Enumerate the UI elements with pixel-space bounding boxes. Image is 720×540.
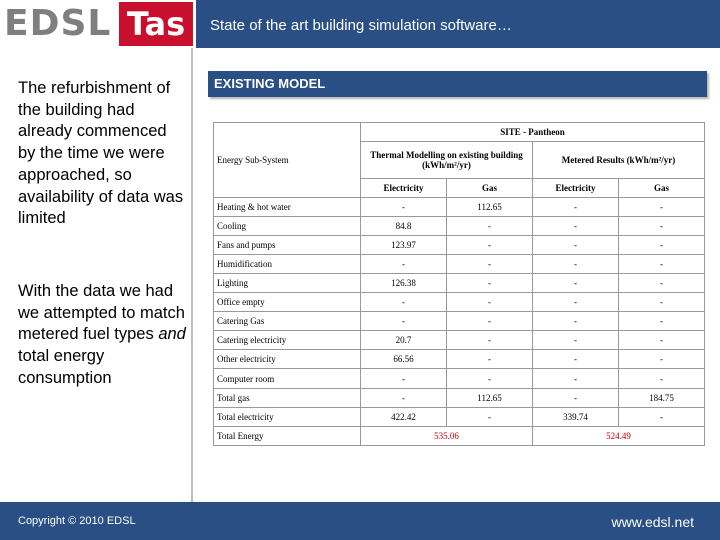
thermal-gas-value: - [447,331,533,350]
table-row-site [214,123,705,142]
thermal-gas-value: - [447,350,533,369]
metered-gas-value: - [619,331,705,350]
table-row [214,331,705,350]
table-row-total-energy [214,426,705,445]
metered-electricity-value: - [533,216,619,235]
edsl-tas-logo [0,0,196,48]
table-row-total-gas [214,388,705,407]
metered-gas-total: 184.75 [619,388,705,407]
table-row [214,350,705,369]
metered-gas-value: - [619,407,705,426]
thermal-electricity-value: - [361,369,447,388]
metered-gas-value: - [619,254,705,273]
metered-electricity-value: - [533,350,619,369]
header-thermal-gas: Gas [447,178,533,197]
row-label: Total electricity [214,407,361,426]
page-title: State of the art building simulation software… [210,17,512,34]
thermal-gas-value: - [447,235,533,254]
thermal-gas-value: - [447,254,533,273]
metered-electricity-value: - [533,388,619,407]
thermal-electricity-value: - [361,388,447,407]
metered-electricity-value: - [533,235,619,254]
thermal-electricity-value: - [361,197,447,216]
metered-electricity-value: - [533,197,619,216]
header-metered-electricity: Electricity [533,178,619,197]
table-row [214,274,705,293]
row-label: Humidification [214,254,361,273]
copyright-text: Copyright © 2010 EDSL [18,515,136,527]
row-label: Lighting [214,274,361,293]
metered-gas-value: - [619,293,705,312]
sidebar-paragraph-1: The refurbishment of the building had already commenced by the time we were approached, so availability of data was limited [18,79,184,228]
metered-electricity-value: - [533,331,619,350]
header-metered-results: Metered Results (kWh/m²/yr) [533,142,705,178]
metered-electricity-value: - [533,254,619,273]
metered-electricity-value: - [533,312,619,331]
metered-electricity-value: - [533,293,619,312]
row-label: Cooling [214,216,361,235]
row-label: Total Energy [214,426,361,445]
metered-total-energy: 524.49 [533,426,705,445]
header-metered-gas: Gas [619,178,705,197]
thermal-gas-value: - [447,369,533,388]
section-title: EXISTING MODEL [208,71,707,97]
energy-results-table [213,122,705,446]
website-link[interactable]: www.edsl.net [611,514,694,530]
sidebar-paragraph-2-emphasis: and [158,325,186,344]
row-label: Catering electricity [214,331,361,350]
thermal-electricity-value: 84.8 [361,216,447,235]
table-row [214,197,705,216]
logo-edsl-text: EDSL [4,3,112,44]
metered-gas-value: - [619,350,705,369]
table-row [214,312,705,331]
logo-tas-text: Tas [119,2,193,46]
row-label: Heating & hot water [214,197,361,216]
row-label: Catering Gas [214,312,361,331]
metered-electricity-total: 339.74 [533,407,619,426]
thermal-electricity-value: - [361,293,447,312]
table-row [214,216,705,235]
thermal-electricity-value: - [361,312,447,331]
table-row-total-electricity [214,407,705,426]
metered-gas-value: - [619,235,705,254]
metered-gas-value: - [619,197,705,216]
footer-bar [0,502,720,540]
table-row [214,369,705,388]
thermal-electricity-value: - [361,254,447,273]
row-label: Total gas [214,388,361,407]
row-label: Computer room [214,369,361,388]
thermal-total-energy: 535.06 [361,426,533,445]
header-site: SITE - Pantheon [361,123,705,142]
header-bar [0,0,720,48]
metered-electricity-value: - [533,274,619,293]
thermal-gas-total: 112.65 [447,388,533,407]
thermal-gas-value: - [447,312,533,331]
metered-gas-value: - [619,274,705,293]
metered-gas-value: - [619,312,705,331]
thermal-electricity-value: 123.97 [361,235,447,254]
header-thermal-electricity: Electricity [361,178,447,197]
thermal-electricity-total: 422.42 [361,407,447,426]
thermal-electricity-value: 126.38 [361,274,447,293]
thermal-electricity-value: 20.7 [361,331,447,350]
thermal-gas-value: - [447,274,533,293]
metered-gas-value: - [619,369,705,388]
sidebar-panel [0,48,193,502]
thermal-gas-value: - [447,407,533,426]
thermal-gas-value: - [447,293,533,312]
header-energy-subsystem: Energy Sub-System [214,123,361,198]
row-label: Office empty [214,293,361,312]
sidebar-paragraph-2 [18,281,186,390]
sidebar-paragraph-2-end: total energy consumption [18,347,112,387]
row-label: Other electricity [214,350,361,369]
metered-gas-value: - [619,216,705,235]
row-label: Fans and pumps [214,235,361,254]
sidebar-paragraph-2-start: With the data we had we attempted to match metered fuel types [18,282,185,344]
thermal-gas-value: 112.65 [447,197,533,216]
table-row [214,235,705,254]
thermal-electricity-value: 66.56 [361,350,447,369]
header-thermal-modelling: Thermal Modelling on existing building (kWh/m²/yr) [361,142,533,178]
metered-electricity-value: - [533,369,619,388]
table-row [214,293,705,312]
table-row [214,254,705,273]
thermal-gas-value: - [447,216,533,235]
